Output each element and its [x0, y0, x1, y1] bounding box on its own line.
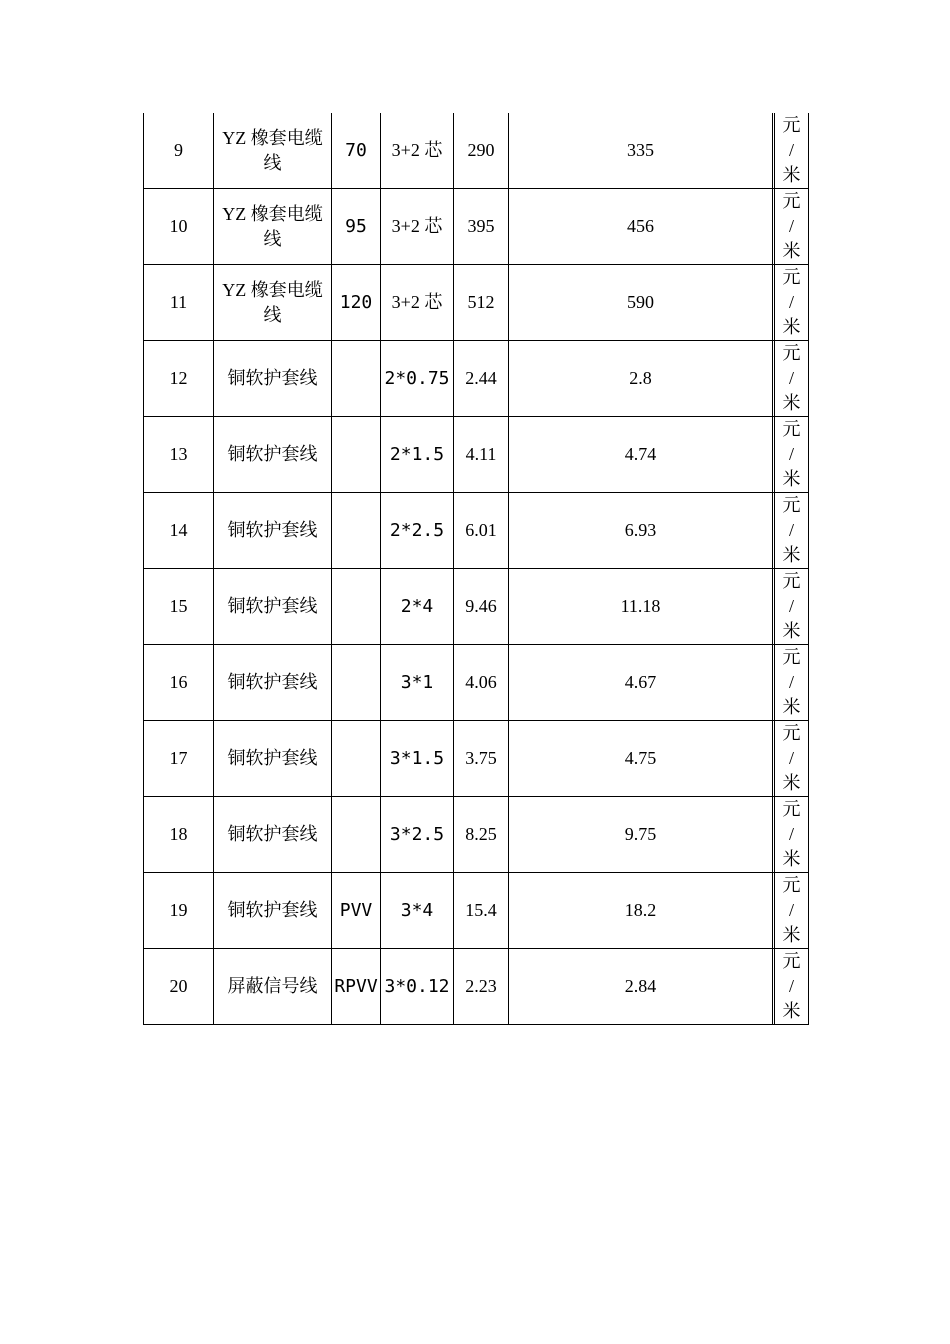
- cell-price-1: 512: [454, 265, 509, 341]
- unit-char: /: [788, 672, 794, 692]
- table-row: [144, 493, 809, 569]
- cell-model: [332, 341, 381, 417]
- cell-spec: 3*2.5: [381, 797, 454, 873]
- cell-price-2: 4.67: [509, 645, 773, 721]
- unit-char: 米: [782, 621, 801, 641]
- cell-spec: 3+2 芯: [381, 113, 454, 189]
- cell-number: 9: [144, 113, 214, 189]
- cell-price-2: 590: [509, 265, 773, 341]
- cell-model: [332, 721, 381, 797]
- cell-spec: 3+2 芯: [381, 189, 454, 265]
- unit-char: 米: [782, 469, 801, 489]
- cell-price-1: 9.46: [454, 569, 509, 645]
- table-row: [144, 645, 809, 721]
- cell-unit: [775, 873, 809, 949]
- cell-price-2: 9.75: [509, 797, 773, 873]
- unit-char: 元: [782, 951, 801, 971]
- cell-model: [332, 493, 381, 569]
- cell-spec: 3*1: [381, 645, 454, 721]
- unit-char: 米: [782, 773, 801, 793]
- table-row: [144, 341, 809, 417]
- cell-unit: [775, 341, 809, 417]
- cell-price-1: 15.4: [454, 873, 509, 949]
- cell-number: 20: [144, 949, 214, 1025]
- unit-char: 元: [782, 723, 801, 743]
- unit-char: 元: [782, 267, 801, 287]
- unit-char: /: [788, 596, 794, 616]
- unit-char: 元: [782, 115, 801, 135]
- cell-number: 16: [144, 645, 214, 721]
- cell-price-2: 456: [509, 189, 773, 265]
- unit-char: /: [788, 216, 794, 236]
- unit-char: 米: [782, 925, 801, 945]
- unit-char: 元: [782, 343, 801, 363]
- table-row: [144, 417, 809, 493]
- cell-number: 10: [144, 189, 214, 265]
- cell-name: 铜软护套线: [214, 493, 332, 569]
- unit-char: 米: [782, 317, 801, 337]
- cell-price-1: 2.23: [454, 949, 509, 1025]
- table-row: [144, 569, 809, 645]
- cell-spec: 3+2 芯: [381, 265, 454, 341]
- cell-price-2: 18.2: [509, 873, 773, 949]
- unit-char: 元: [782, 191, 801, 211]
- cell-price-1: 290: [454, 113, 509, 189]
- cell-model: 95: [332, 189, 381, 265]
- cell-number: 14: [144, 493, 214, 569]
- cell-name: 铜软护套线: [214, 417, 332, 493]
- table-row: [144, 265, 809, 341]
- cell-unit: [775, 569, 809, 645]
- cell-spec: 3*0.12: [381, 949, 454, 1025]
- cell-name: YZ 橡套电缆线: [214, 265, 332, 341]
- cell-number: 17: [144, 721, 214, 797]
- unit-char: /: [788, 824, 794, 844]
- cell-price-2: 2.84: [509, 949, 773, 1025]
- cell-unit: [775, 949, 809, 1025]
- cell-price-2: 11.18: [509, 569, 773, 645]
- cell-number: 12: [144, 341, 214, 417]
- table-row: [144, 873, 809, 949]
- cell-name: 铜软护套线: [214, 721, 332, 797]
- unit-char: 米: [782, 849, 801, 869]
- cell-number: 18: [144, 797, 214, 873]
- unit-char: 元: [782, 495, 801, 515]
- cell-price-1: 3.75: [454, 721, 509, 797]
- cell-name: 铜软护套线: [214, 873, 332, 949]
- cell-number: 11: [144, 265, 214, 341]
- cell-name: 铜软护套线: [214, 645, 332, 721]
- unit-char: /: [788, 748, 794, 768]
- cell-spec: 2*1.5: [381, 417, 454, 493]
- cell-name: YZ 橡套电缆线: [214, 113, 332, 189]
- unit-char: 元: [782, 419, 801, 439]
- unit-char: 米: [782, 1001, 801, 1021]
- cell-price-1: 6.01: [454, 493, 509, 569]
- cell-spec: 2*0.75: [381, 341, 454, 417]
- cell-price-1: 4.11: [454, 417, 509, 493]
- unit-char: /: [788, 368, 794, 388]
- cell-number: 15: [144, 569, 214, 645]
- cell-spec: 2*2.5: [381, 493, 454, 569]
- cell-unit: [775, 189, 809, 265]
- unit-char: 米: [782, 697, 801, 717]
- table-row: [144, 949, 809, 1025]
- cell-name: 屏蔽信号线: [214, 949, 332, 1025]
- unit-char: /: [788, 444, 794, 464]
- cell-model: 120: [332, 265, 381, 341]
- cell-unit: [775, 797, 809, 873]
- unit-char: 米: [782, 165, 801, 185]
- cell-spec: 2*4: [381, 569, 454, 645]
- cell-price-1: 4.06: [454, 645, 509, 721]
- cell-name: 铜软护套线: [214, 569, 332, 645]
- cell-model: PVV: [332, 873, 381, 949]
- cell-price-1: 2.44: [454, 341, 509, 417]
- cell-unit: [775, 645, 809, 721]
- unit-char: 米: [782, 241, 801, 261]
- cell-number: 19: [144, 873, 214, 949]
- cell-model: [332, 797, 381, 873]
- unit-char: 元: [782, 799, 801, 819]
- table-body: [144, 113, 809, 1025]
- cell-model: [332, 645, 381, 721]
- table-row: [144, 797, 809, 873]
- cell-model: RPVV: [332, 949, 381, 1025]
- cell-unit: [775, 721, 809, 797]
- cell-unit: [775, 493, 809, 569]
- cell-price-1: 395: [454, 189, 509, 265]
- cell-model: [332, 417, 381, 493]
- table-row: [144, 189, 809, 265]
- cell-unit: [775, 113, 809, 189]
- unit-char: 元: [782, 647, 801, 667]
- cell-unit: [775, 417, 809, 493]
- unit-char: /: [788, 140, 794, 160]
- cell-price-2: 4.75: [509, 721, 773, 797]
- cell-price-2: 4.74: [509, 417, 773, 493]
- unit-char: 米: [782, 545, 801, 565]
- cell-price-1: 8.25: [454, 797, 509, 873]
- unit-char: /: [788, 292, 794, 312]
- table-row: [144, 721, 809, 797]
- unit-char: 米: [782, 393, 801, 413]
- cell-number: 13: [144, 417, 214, 493]
- cell-name: 铜软护套线: [214, 797, 332, 873]
- cell-price-2: 6.93: [509, 493, 773, 569]
- cell-model: [332, 569, 381, 645]
- cell-spec: 3*1.5: [381, 721, 454, 797]
- price-table: [143, 113, 809, 1025]
- cell-model: 70: [332, 113, 381, 189]
- unit-char: /: [788, 976, 794, 996]
- cell-name: 铜软护套线: [214, 341, 332, 417]
- cell-unit: [775, 265, 809, 341]
- cell-spec: 3*4: [381, 873, 454, 949]
- cell-name: YZ 橡套电缆线: [214, 189, 332, 265]
- cell-price-2: 2.8: [509, 341, 773, 417]
- unit-char: /: [788, 520, 794, 540]
- table-row: [144, 113, 809, 189]
- cell-price-2: 335: [509, 113, 773, 189]
- unit-char: /: [788, 900, 794, 920]
- unit-char: 元: [782, 875, 801, 895]
- unit-char: 元: [782, 571, 801, 591]
